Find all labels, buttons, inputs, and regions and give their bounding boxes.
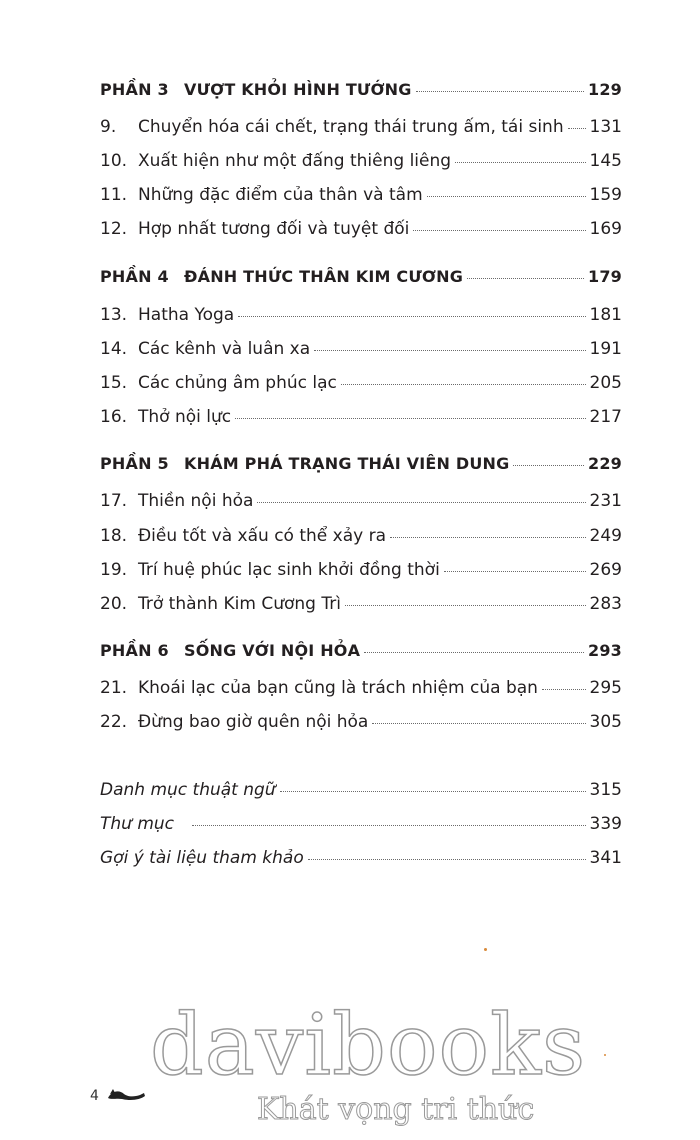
back-matter-title: Gợi ý tài liệu tham khảo — [100, 848, 304, 868]
chapter-number: 14. — [100, 339, 128, 359]
page-number: 191 — [589, 339, 622, 359]
part-label: PHẦN 6 — [100, 641, 169, 660]
dot-leader — [314, 350, 585, 351]
part-title: KHÁM PHÁ TRẠNG THÁI VIÊN DUNG — [184, 454, 510, 473]
page-number: 315 — [589, 780, 622, 800]
ink-speck — [604, 1054, 606, 1056]
page-number: 231 — [589, 491, 622, 511]
chapter-title: Những đặc điểm của thân và tâm — [138, 185, 423, 205]
cat-ornament-icon — [104, 1084, 150, 1104]
page-number: 205 — [589, 373, 622, 393]
back-matter-title: Danh mục thuật ngữ — [100, 780, 276, 800]
chapter-entry — [100, 677, 622, 699]
footer-page-number: 4 — [90, 1088, 99, 1104]
chapter-number: 19. — [100, 560, 128, 580]
part-title: ĐÁNH THỨC THÂN KIM CƯƠNG — [184, 267, 464, 286]
dot-leader — [192, 825, 586, 826]
page-number: 181 — [589, 305, 622, 325]
ink-speck — [484, 948, 487, 951]
chapter-number: 11. — [100, 185, 128, 205]
page-number: 293 — [588, 641, 622, 660]
chapter-title: Thiền nội hỏa — [138, 491, 254, 511]
dot-leader — [513, 465, 584, 466]
dot-leader — [413, 230, 585, 231]
part-title: VƯỢT KHỎI HÌNH TƯỚNG — [184, 80, 412, 99]
dot-leader — [455, 162, 586, 163]
chapter-entry — [100, 559, 622, 581]
dot-leader — [568, 128, 586, 129]
part-heading — [100, 453, 622, 475]
chapter-entry — [100, 406, 622, 428]
chapter-title: Hợp nhất tương đối và tuyệt đối — [138, 219, 410, 239]
page-number: 179 — [588, 267, 622, 286]
page-number: 145 — [589, 151, 622, 171]
part-label: PHẦN 3 — [100, 80, 169, 99]
chapter-entry — [100, 338, 622, 360]
chapter-entry — [100, 150, 622, 172]
dot-leader — [235, 418, 585, 419]
dot-leader — [444, 571, 586, 572]
page-number: 295 — [589, 678, 622, 698]
chapter-number: 13. — [100, 305, 128, 325]
page-number: 229 — [588, 454, 622, 473]
chapter-entry — [100, 218, 622, 240]
back-matter-entry — [100, 813, 622, 835]
page-number: 129 — [588, 80, 622, 99]
page-number: 131 — [589, 117, 622, 137]
dot-leader — [238, 316, 585, 317]
part-heading — [100, 640, 622, 662]
page-number: 339 — [589, 814, 622, 834]
chapter-entry — [100, 184, 622, 206]
chapter-title: Trở thành Kim Cương Trì — [138, 594, 341, 614]
chapter-entry — [100, 711, 622, 733]
dot-leader — [427, 196, 586, 197]
chapter-title: Trí huệ phúc lạc sinh khởi đồng thời — [138, 560, 440, 580]
dot-leader — [341, 384, 586, 385]
dot-leader — [416, 91, 584, 92]
chapter-entry — [100, 593, 622, 615]
page-number: 305 — [589, 712, 622, 732]
chapter-title: Đừng bao giờ quên nội hỏa — [138, 712, 369, 732]
chapter-entry — [100, 490, 622, 512]
page-number: 169 — [589, 219, 622, 239]
chapter-entry — [100, 116, 622, 138]
chapter-entry — [100, 525, 622, 547]
chapter-title: Hatha Yoga — [138, 305, 235, 325]
chapter-title: Các kênh và luân xa — [138, 339, 311, 359]
chapter-title: Khoái lạc của bạn cũng là trách nhiệm của bạn — [138, 678, 538, 698]
back-matter-entry — [100, 847, 622, 869]
page-number: 269 — [589, 560, 622, 580]
part-title: SỐNG VỚI NỘI HỎA — [184, 641, 361, 660]
part-label: PHẦN 5 — [100, 454, 169, 473]
dot-leader — [542, 689, 586, 690]
chapter-entry — [100, 372, 622, 394]
page-number: 217 — [589, 407, 622, 427]
dot-leader — [257, 502, 585, 503]
chapter-title: Chuyển hóa cái chết, trạng thái trung ấm, tái sinh — [138, 117, 564, 137]
watermark-brand: davibooks — [150, 996, 587, 1094]
part-heading — [100, 79, 622, 101]
dot-leader — [390, 537, 586, 538]
chapter-number: 15. — [100, 373, 128, 393]
chapter-number: 16. — [100, 407, 128, 427]
chapter-number: 21. — [100, 678, 128, 698]
chapter-title: Các chủng âm phúc lạc — [138, 373, 337, 393]
page-number: 159 — [589, 185, 622, 205]
chapter-number: 18. — [100, 526, 128, 546]
dot-leader — [308, 859, 586, 860]
chapter-number: 10. — [100, 151, 128, 171]
chapter-number: 17. — [100, 491, 128, 511]
dot-leader — [364, 652, 584, 653]
chapter-number: 12. — [100, 219, 128, 239]
dot-leader — [467, 278, 584, 279]
dot-leader — [345, 605, 586, 606]
chapter-title: Thở nội lực — [138, 407, 232, 427]
page-number: 341 — [589, 848, 622, 868]
watermark-tagline: Khát vọng tri thức — [257, 1092, 535, 1127]
back-matter-entry — [100, 779, 622, 801]
chapter-number: 9. — [100, 117, 117, 137]
page-number: 249 — [589, 526, 622, 546]
chapter-number: 20. — [100, 594, 128, 614]
dot-leader — [372, 723, 585, 724]
chapter-entry — [100, 304, 622, 326]
chapter-number: 22. — [100, 712, 128, 732]
chapter-title: Điều tốt và xấu có thể xảy ra — [138, 526, 387, 546]
back-matter-title: Thư mục — [100, 814, 175, 834]
page-number: 283 — [589, 594, 622, 614]
part-label: PHẦN 4 — [100, 267, 169, 286]
dot-leader — [280, 791, 586, 792]
chapter-title: Xuất hiện như một đấng thiêng liêng — [138, 151, 452, 171]
part-heading — [100, 266, 622, 288]
